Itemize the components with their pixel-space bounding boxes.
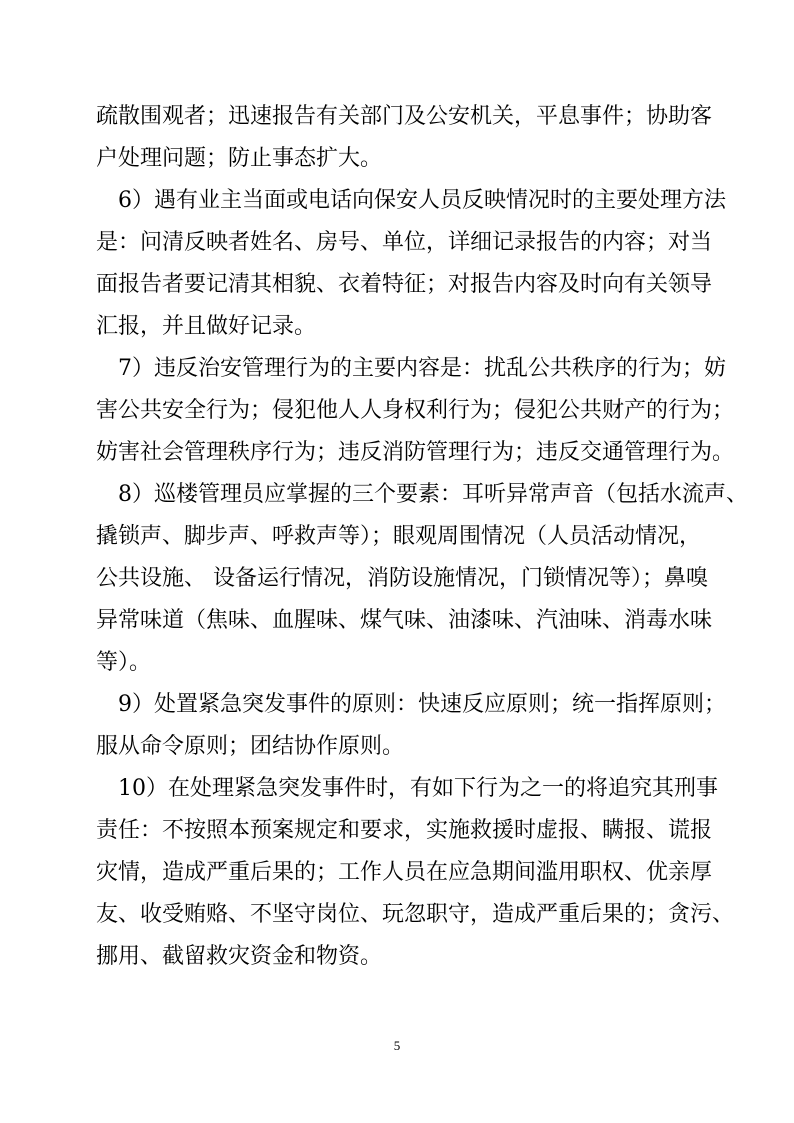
text-line: 服从命令原则；团结协作原则。 — [96, 734, 405, 759]
text-line: 撬锁声、脚步声、呼救声等）；眼观周围情况（人员活动情况， — [96, 524, 702, 549]
text-line: 责任：不按照本预案规定和要求，实施救援时虚报、瞒报、谎报 — [96, 818, 713, 843]
paragraph-10-first-line: 10）在处理紧急突发事件时，有如下行为之一的将追究其刑事 — [118, 776, 718, 801]
text-line: 疏散围观者；迅速报告有关部门及公安机关，平息事件；协助客 — [96, 104, 713, 129]
paragraph-9-first-line: 9）处置紧急突发事件的原则：快速反应原则；统一指挥原则； — [118, 692, 726, 717]
text-line: 面报告者要记清其相貌、衣着特征；对报告内容及时向有关领导 — [96, 272, 713, 297]
text-line: 是：问清反映者姓名、房号、单位，详细记录报告的内容；对当 — [96, 230, 713, 255]
paragraph-8-first-line: 8）巡楼管理员应掌握的三个要素：耳听异常声音（包括水流声、 — [118, 482, 748, 507]
text-line: 等）。 — [96, 650, 152, 675]
text-line: 害公共安全行为；侵犯他人人身权利行为；侵犯公共财产的行为； — [96, 398, 735, 423]
text-line: 挪用、截留救灾资金和物资。 — [96, 944, 383, 969]
text-line: 灾情，造成严重后果的；工作人员在应急期间滥用职权、优亲厚 — [96, 860, 713, 885]
text-line: 汇报，并且做好记录。 — [96, 314, 317, 339]
page-number: 5 — [393, 1038, 401, 1053]
text-line: 户处理问题；防止事态扩大。 — [96, 146, 383, 171]
text-line: 公共设施、 设备运行情况，消防设施情况，门锁情况等）；鼻嗅 — [96, 566, 708, 591]
text-line: 友、收受贿赂、不坚守岗位、玩忽职守，造成严重后果的；贪污、 — [96, 902, 735, 927]
text-line: 妨害社会管理秩序行为；违反消防管理行为；违反交通管理行为。 — [96, 440, 735, 465]
paragraph-6-first-line: 6）遇有业主当面或电话向保安人员反映情况时的主要处理方法 — [118, 188, 726, 213]
text-line: 异常味道（焦味、血腥味、煤气味、油漆味、汽油味、消毒水味 — [96, 608, 713, 633]
paragraph-7-first-line: 7）违反治安管理行为的主要内容是：扰乱公共秩序的行为；妨 — [118, 356, 726, 381]
